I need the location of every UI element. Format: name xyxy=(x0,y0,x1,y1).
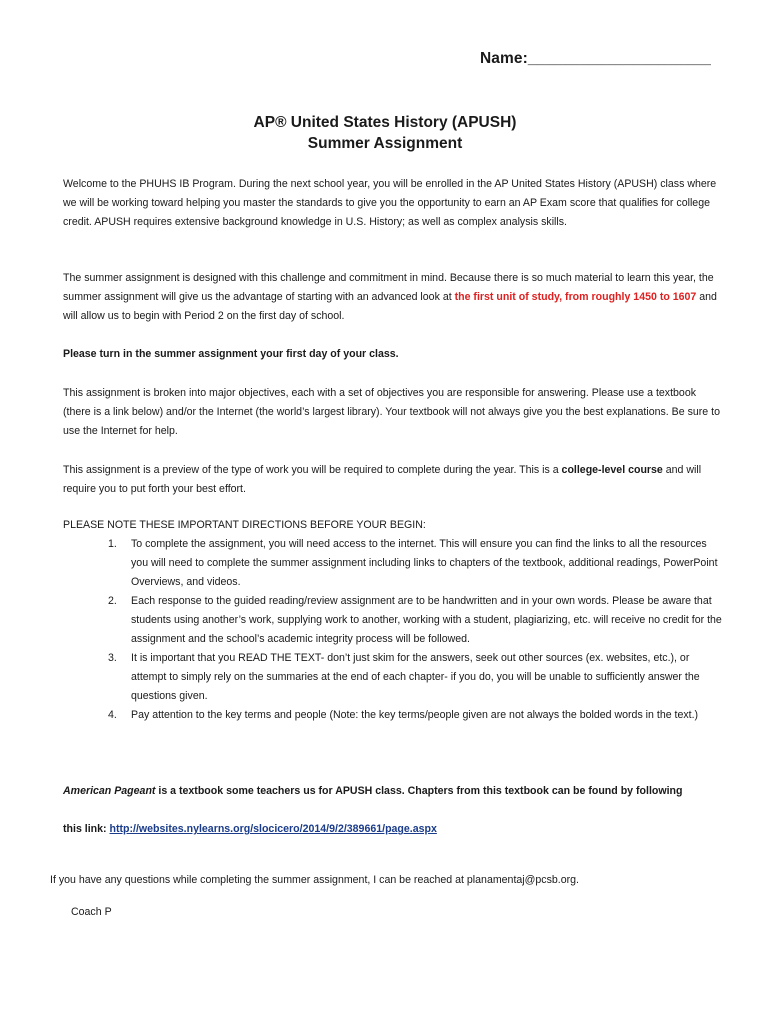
list-item-text: It is important that you READ THE TEXT- don’t just skim for the answers, seek out other sources (ex. websites, etc.), or attempt to simply rely on the summaries at the end of each chapter- if you do, you will be unable to sufficiently answer the questions given. xyxy=(131,652,700,702)
directions-section xyxy=(63,516,723,725)
document-title: AP® United States History (APUSH) xyxy=(253,114,517,131)
unit-highlight: the first unit of study, from roughly 1450 to 1607 xyxy=(454,291,697,303)
preview-text-after: and will require you to put forth your best effort. xyxy=(63,464,702,495)
signature-text: Coach P xyxy=(71,906,112,918)
objectives-text: This assignment is broken into major objectives, each with a set of objectives you are responsible for answering. Please use a textbook (there is a link below) and/or the Internet (the world’s largest library). Your textbook will not always give you the best explanations. Be sure to use the Internet for help. xyxy=(63,387,720,437)
challenge-paragraph xyxy=(63,269,723,326)
college-level-emphasis: college-level course xyxy=(561,464,663,476)
textbook-link-paragraph xyxy=(63,820,723,839)
list-item-number: 3. xyxy=(108,652,117,664)
textbook-link[interactable]: http://websites.nylearns.org/slocicero/2014/9/2/389661/page.aspx xyxy=(109,823,437,835)
list-item xyxy=(63,649,723,706)
list-item xyxy=(63,592,723,649)
list-item-number: 4. xyxy=(108,709,117,721)
list-item xyxy=(63,706,723,725)
textbook-title: American Pageant xyxy=(63,785,156,797)
preview-paragraph xyxy=(63,461,723,499)
preview-text-before: This assignment is a preview of the type of work you will be required to complete during the year. This is a xyxy=(63,464,562,476)
turn-in-text: Please turn in the summer assignment your first day of your class. xyxy=(63,348,399,360)
challenge-text-before: The summer assignment is designed with this challenge and commitment in mind. Because there is so much material to learn this year, the summer assignment will give us the advantage of starting with an advanced look at xyxy=(63,272,714,303)
directions-heading: PLEASE NOTE THESE IMPORTANT DIRECTIONS BEFORE YOUR BEGIN: xyxy=(63,519,426,531)
intro-text: Welcome to the PHUHS IB Program. During the next school year, you will be enrolled in the AP United States History (APUSH) class where we will be working toward helping you master the standards to give you the opportunity to earn an AP Exam score that qualifies for college credit. APUSH requires extensive background knowledge in U.S. History; as well as complex analysis skills. xyxy=(63,178,717,228)
list-item-number: 1. xyxy=(108,538,117,550)
objectives-paragraph xyxy=(63,384,723,441)
textbook-paragraph xyxy=(63,782,723,801)
signature xyxy=(71,903,731,922)
list-item xyxy=(63,535,723,592)
textbook-text: is a textbook some teachers us for APUSH class. Chapters from this textbook can be found by following xyxy=(155,785,683,797)
contact-paragraph xyxy=(50,871,750,890)
name-field-line: Name:_____________________ xyxy=(480,50,712,67)
list-item-text: To complete the assignment, you will need access to the internet. This will ensure you can find the links to all the resources you will need to complete the summer assignment including links to chapters of the textbook, additional readings, PowerPoint Overviews, and videos. xyxy=(131,538,718,588)
list-item-text: Each response to the guided reading/review assignment are to be handwritten and in your own words. Please be aware that students using another’s work, supplying work to another, working with a student, plagiarizing, etc. will receive no credit for the assignment and the school’s academic integrity process will be followed. xyxy=(131,595,722,645)
list-item-text: Pay attention to the key terms and people (Note: the key terms/people given are not always the bolded words in the text.) xyxy=(131,709,699,721)
document-subtitle: Summer Assignment xyxy=(307,135,463,152)
directions-list xyxy=(63,535,723,725)
list-item-number: 2. xyxy=(108,595,117,607)
turn-in-paragraph xyxy=(63,345,723,364)
contact-text: If you have any questions while completing the summer assignment, I can be reached at planamentaj@pcsb.org. xyxy=(50,874,579,886)
intro-paragraph xyxy=(63,175,723,232)
link-label: this link: xyxy=(63,823,110,835)
challenge-text-after: and will allow us to begin with Period 2 on the first day of school. xyxy=(63,291,717,322)
